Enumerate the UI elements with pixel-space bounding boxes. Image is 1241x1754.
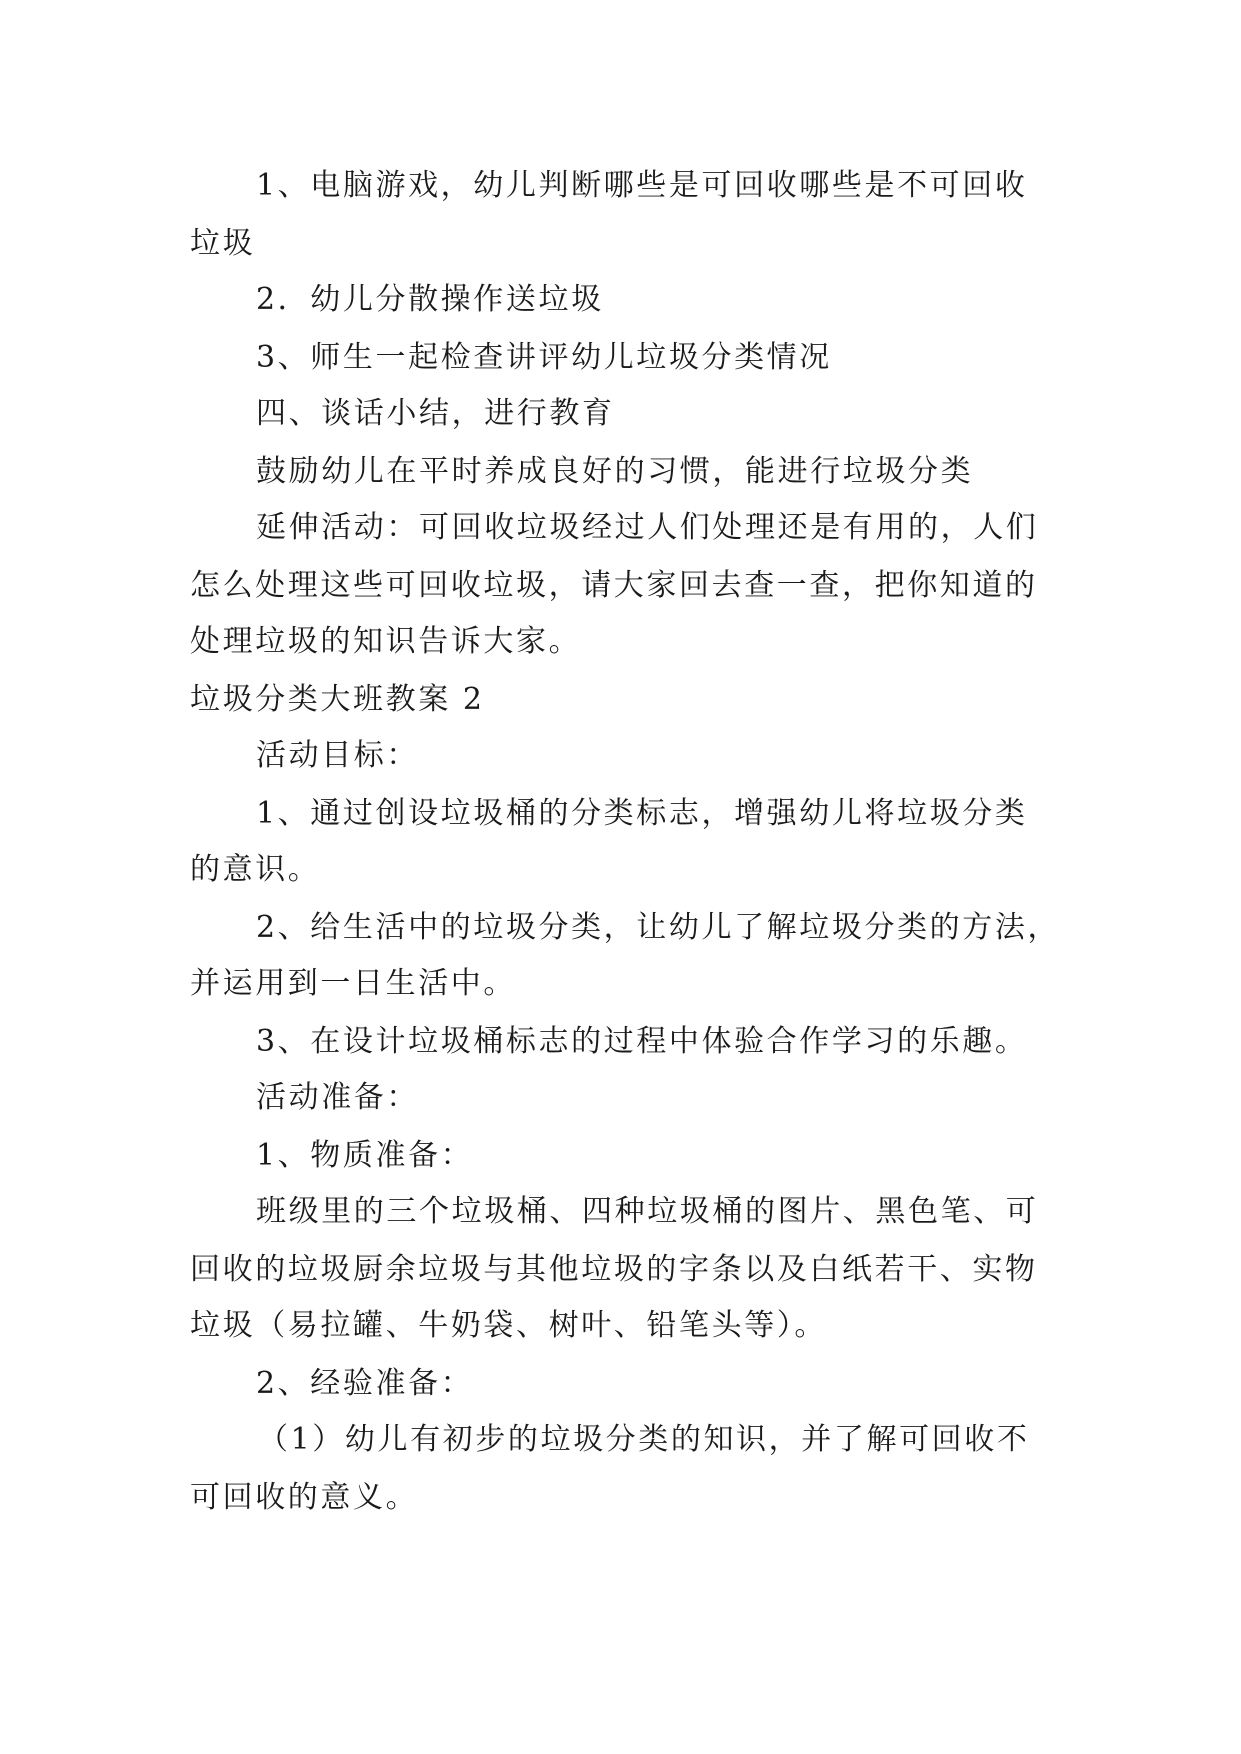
section-heading: 2、经验准备： — [256, 1366, 474, 1401]
paragraph-line: 的意识。 — [190, 852, 321, 887]
paragraph-line: 2、给生活中的垃圾分类，让幼儿了解垃圾分类的方法， — [256, 910, 1061, 945]
section-heading: 四、谈话小结，进行教育 — [256, 396, 615, 431]
paragraph-line: 鼓励幼儿在平时养成良好的习惯，能进行垃圾分类 — [256, 454, 974, 489]
document-title: 垃圾分类大班教案 2 — [190, 682, 485, 717]
paragraph-line: 3、在设计垃圾桶标志的过程中体验合作学习的乐趣。 — [256, 1024, 1028, 1059]
section-heading: 活动目标： — [256, 738, 419, 773]
paragraph-line: 1、通过创设垃圾桶的分类标志，增强幼儿将垃圾分类 — [256, 796, 1028, 831]
paragraph-line: 班级里的三个垃圾桶、四种垃圾桶的图片、黑色笔、可 — [256, 1194, 1039, 1229]
paragraph-line: 并运用到一日生活中。 — [190, 966, 516, 1001]
paragraph-line: 延伸活动：可回收垃圾经过人们处理还是有用的，人们 — [256, 510, 1039, 545]
paragraph-line: 回收的垃圾厨余垃圾与其他垃圾的字条以及白纸若干、实物 — [190, 1252, 1038, 1287]
section-heading: 活动准备： — [256, 1080, 419, 1115]
paragraph-line: 处理垃圾的知识告诉大家。 — [190, 624, 582, 659]
paragraph-line: 3、师生一起检查讲评幼儿垃圾分类情况 — [256, 340, 832, 375]
paragraph-line: 怎么处理这些可回收垃圾，请大家回去查一查，把你知道的 — [190, 568, 1038, 603]
paragraph-line: 垃圾 — [190, 226, 256, 261]
paragraph-line: 可回收的意义。 — [190, 1480, 419, 1515]
paragraph-line: 2．幼儿分散操作送垃圾 — [256, 282, 604, 317]
paragraph-line: （1）幼儿有初步的垃圾分类的知识，并了解可回收不 — [258, 1422, 1030, 1457]
paragraph-line: 1、电脑游戏，幼儿判断哪些是可回收哪些是不可回收 — [256, 168, 1028, 203]
section-heading: 1、物质准备： — [256, 1138, 474, 1173]
paragraph-line: 垃圾（易拉罐、牛奶袋、树叶、铅笔头等）。 — [190, 1308, 827, 1343]
